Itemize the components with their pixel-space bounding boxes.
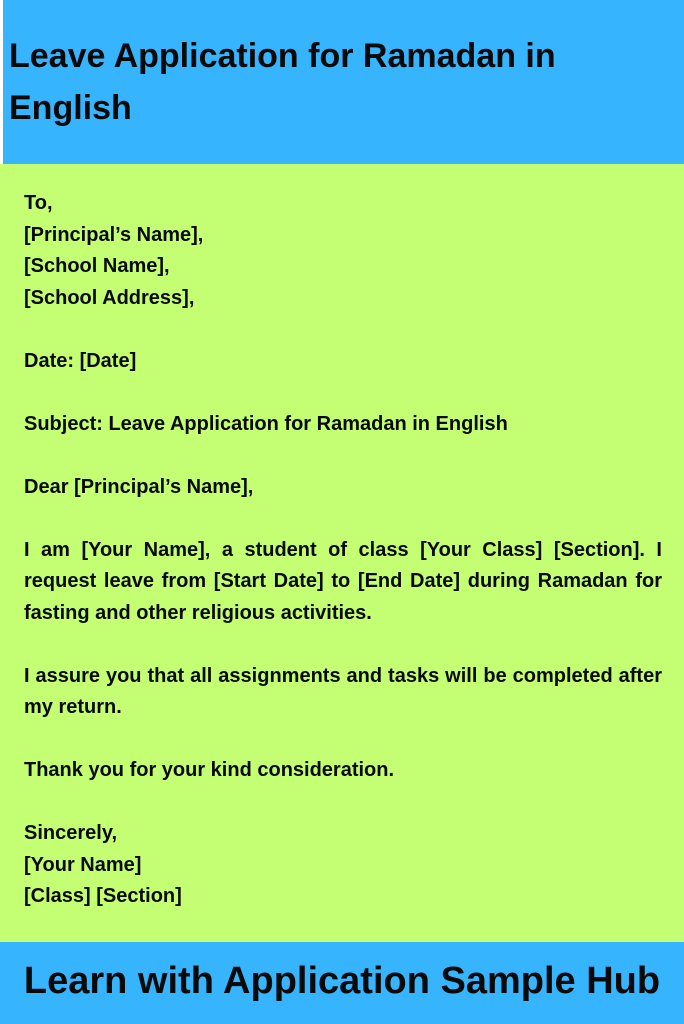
- spacer: [24, 503, 662, 535]
- spacer: [24, 377, 662, 409]
- body-paragraph-request: I am [Your Name], a student of class [Your Class] [Section]. I request leave from [Start Date] to [End Date] during Ramadan for fasting and other religious activities.: [24, 538, 662, 624]
- closing-class-section: [Class] [Section]: [24, 885, 182, 907]
- header-banner: [3, 0, 684, 164]
- footer-brand-text: Learn with Application Sample Hub: [23, 960, 661, 1002]
- spacer: [24, 787, 662, 819]
- closing-name: [Your Name]: [24, 853, 142, 876]
- letter-subject: Subject: Leave Application for Ramadan in English: [24, 412, 508, 435]
- letter-body: [0, 164, 684, 942]
- spacer: [24, 440, 662, 472]
- letter-thanks: Thank you for your kind consideration.: [24, 759, 395, 781]
- letter-salutation: Dear [Principal’s Name],: [24, 475, 254, 498]
- recipient-principal: [Principal’s Name],: [24, 223, 204, 246]
- spacer: [24, 314, 662, 346]
- letter-date: Date: [Date]: [24, 349, 137, 372]
- recipient-school-name: [School Name],: [24, 255, 170, 277]
- body-paragraph-assurance: I assure you that all assignments and tasks will be completed after my return.: [24, 664, 662, 718]
- recipient-school-address: [School Address],: [24, 286, 195, 309]
- spacer: [24, 629, 662, 661]
- closing-sign-off: Sincerely,: [24, 822, 118, 844]
- recipient-to: To,: [24, 192, 53, 214]
- footer-banner: [0, 942, 684, 1024]
- page-title: Leave Application for Ramadan in English: [9, 37, 556, 127]
- spacer: [24, 724, 662, 756]
